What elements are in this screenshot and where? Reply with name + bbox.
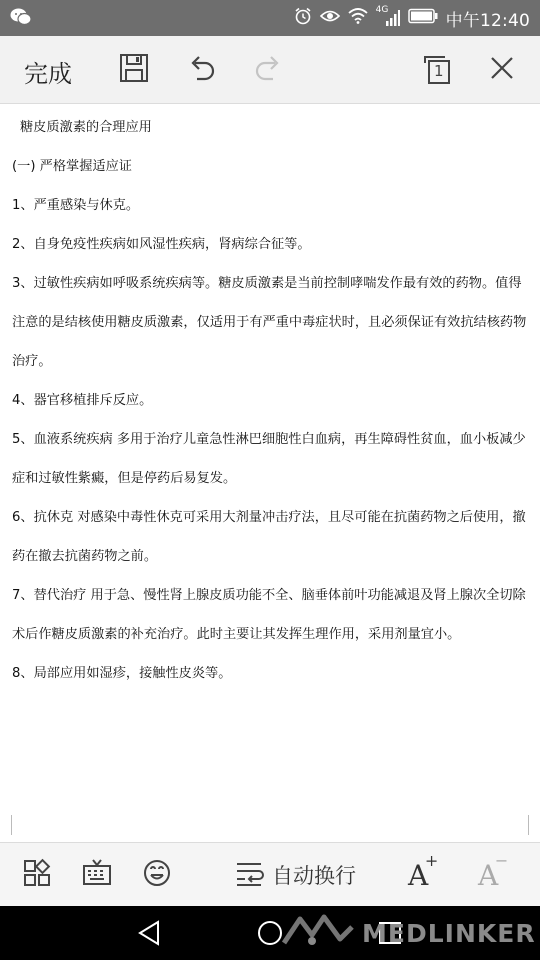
home-button[interactable] — [256, 919, 284, 947]
back-triangle-icon — [136, 932, 164, 951]
status-bar — [0, 0, 540, 36]
alarm-icon — [294, 7, 312, 29]
paragraph: (一) 严格掌握适应证 — [12, 159, 132, 174]
paragraph: 4、器官移植排斥反应。 — [12, 393, 153, 408]
paragraph: 7、替代治疗 用于急、慢性肾上腺皮质功能不全、脑垂体前叶功能减退及肾上腺次全切除术后作糖皮质激素的补充治疗。此时主要让其发挥生理作用，采用剂量宜小。 — [12, 588, 526, 642]
paragraph: 2、自身免疫性疾病如风湿性疾病，肾病综合征等。 — [12, 237, 311, 252]
network-label: 4G — [375, 5, 389, 15]
close-icon — [488, 54, 516, 86]
wechat-icon — [10, 7, 32, 31]
font-increase-letter: A — [408, 858, 429, 892]
document-text[interactable] — [12, 108, 534, 693]
minus-mark: − — [494, 850, 509, 870]
paragraph: 5、血液系统疾病 多用于治疗儿童急性淋巴细胞性白血病，再生障碍性贫血，血小板减少症和过敏性紫癜，但是停药后易复发。 — [12, 432, 526, 486]
auto-wrap-label: 自动换行 — [272, 864, 356, 888]
undo-icon — [187, 53, 217, 87]
page-count-button[interactable] — [418, 52, 454, 88]
auto-wrap-button[interactable] — [234, 857, 356, 893]
watermark-text: MEDLINKER — [362, 918, 536, 948]
paragraph: 8、局部应用如湿疹，接触性皮炎等。 — [12, 666, 232, 681]
page-corner-marker-left — [0, 815, 12, 835]
watermark — [282, 917, 536, 949]
font-increase-icon — [408, 850, 439, 892]
document-view[interactable] — [0, 104, 540, 840]
battery-icon — [408, 8, 438, 28]
close-button[interactable] — [484, 52, 520, 88]
wifi-icon — [348, 8, 368, 28]
keyboard-icon — [82, 858, 112, 892]
font-decrease-letter: A — [478, 858, 499, 892]
bottom-toolbar — [0, 842, 540, 906]
home-circle-icon — [256, 932, 284, 951]
document-title: 糖皮质激素的合理应用 — [20, 120, 152, 135]
paragraph: 6、抗休克 对感染中毒性休克可采用大剂量冲击疗法，且尽可能在抗菌药物之后使用，撤药在撤去抗菌药物之前。 — [12, 510, 526, 564]
text-wrap-icon — [234, 858, 264, 892]
back-button[interactable] — [136, 919, 164, 947]
undo-button[interactable] — [184, 52, 220, 88]
font-decrease-button[interactable] — [478, 850, 509, 893]
save-icon — [119, 53, 149, 87]
clock-time: 中午12:40 — [445, 10, 530, 31]
keyboard-button[interactable] — [82, 857, 112, 893]
emoji-icon — [142, 858, 172, 892]
system-nav-bar — [0, 906, 540, 960]
save-button[interactable] — [116, 52, 152, 88]
font-increase-button[interactable] — [408, 850, 439, 893]
grid-apps-icon — [22, 858, 52, 892]
watermark-logo-icon — [282, 913, 354, 953]
font-decrease-icon — [478, 850, 509, 892]
redo-icon — [253, 53, 283, 87]
eye-icon — [320, 8, 340, 28]
redo-button[interactable] — [250, 52, 286, 88]
paragraph: 3、过敏性疾病如呼吸系统疾病等。糖皮质激素是当前控制哮喘发作最有效的药物。值得注意的是结核使用糖皮质激素，仅适用于有严重中毒症状时，且必须保证有效抗结核药物治疗。 — [12, 276, 527, 369]
apps-button[interactable] — [22, 857, 52, 893]
signal-icon — [375, 5, 400, 27]
done-button[interactable]: 完成 — [24, 60, 72, 88]
editor-toolbar — [0, 36, 540, 104]
paragraph: 1、严重感染与休克。 — [12, 198, 140, 213]
page-corner-marker-right — [528, 815, 540, 835]
page-count: 1 — [434, 62, 444, 80]
emoji-button[interactable] — [142, 857, 172, 893]
page-count-icon — [421, 55, 451, 85]
plus-mark: + — [424, 850, 439, 870]
